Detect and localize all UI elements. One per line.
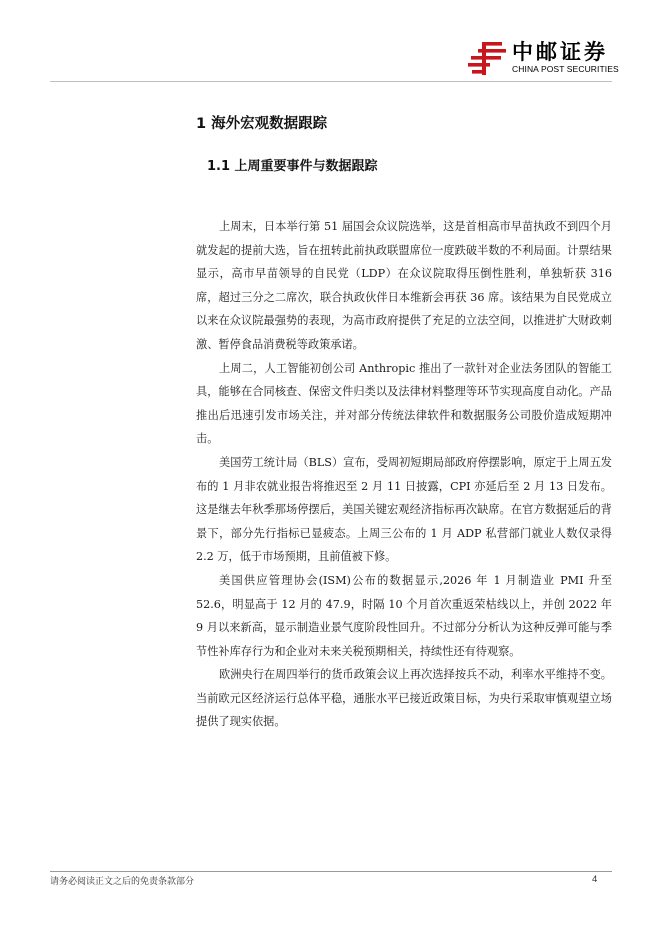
footer-divider [50, 871, 612, 872]
company-logo [468, 40, 619, 75]
section-subheading: 1.1 上周重要事件与数据跟踪 [207, 159, 378, 174]
logo-english-name: CHINA POST SECURITIES [512, 64, 619, 74]
paragraph-anthropic: 上周二，人工智能初创公司 Anthropic 推出了一款针对企业法务团队的智能工具，能够在合同核查、保密文件归类以及法律材料整理等环节实现高度自动化。产品推出后迅速引发市场关注，并对部分传统法律软件和数据服务公司股价造成短期冲击。 [196, 361, 612, 446]
logo-chinese-name: 中邮证券 [512, 40, 608, 64]
paragraph-japan-election: 上周末，日本举行第 51 届国会众议院选举，这是首相高市早苗执政不到四个月就发起的提前大选，旨在扭转此前执政联盟席位一度跌破半数的不利局面。计票结果显示，高市早苗领导的自民党（LDP）在众议院取得压倒性胜利，单独斩获 316 席，超过三分之二席次，联合执政伙伴日本维新会再获 36 席。该结果为自民党成立以来在众议院最强势的表现，为高市政府提供了充足的立法空间，以推进扩大财政刺激、暂停食品消费税等政策承诺。 [196, 220, 612, 351]
china-post-logo-icon [468, 41, 508, 75]
paragraph-ecb: 欧洲央行在周四举行的货币政策会议上再次选择按兵不动，利率水平维持不变。当前欧元区经济运行总体平稳，通胀水平已接近政策目标，为央行采取审慎观望立场提供了现实依据。 [196, 668, 612, 729]
header-divider [50, 81, 612, 82]
section-heading: 1 海外宏观数据跟踪 [196, 116, 328, 132]
report-body [196, 215, 612, 734]
page-number: 4 [592, 874, 598, 885]
paragraph-ism-pmi: 美国供应管理协会(ISM)公布的数据显示,2026 年 1 月制造业 PMI 升至 52.6，明显高于 12 月的 47.9，时隔 10 个月首次重返荣枯线以上，并创 2022 年 9 月以来新高，显示制造业景气度阶段性回升。不过部分分析认为这种反弹可能与季节性补库存行为和企业对未来关税预期相关，持续性还有待观察。 [196, 573, 612, 658]
disclaimer-note: 请务必阅读正文之后的免责条款部分 [50, 877, 195, 887]
paragraph-bls: 美国劳工统计局（BLS）宣布，受周初短期局部政府停摆影响，原定于上周五发布的 1 月非农就业报告将推迟至 2 月 11 日披露，CPI 亦延后至 2 月 13 日发布。这是继去年秋季那场停摆后，美国关键宏观经济指标再次缺席。在官方数据延后的背景下，部分先行指标已显疲态。上周三公布的 1 月 ADP 私营部门就业人数仅录得 2.2 万，低于市场预期，且前值被下修。 [196, 455, 612, 564]
page-header [0, 0, 662, 95]
